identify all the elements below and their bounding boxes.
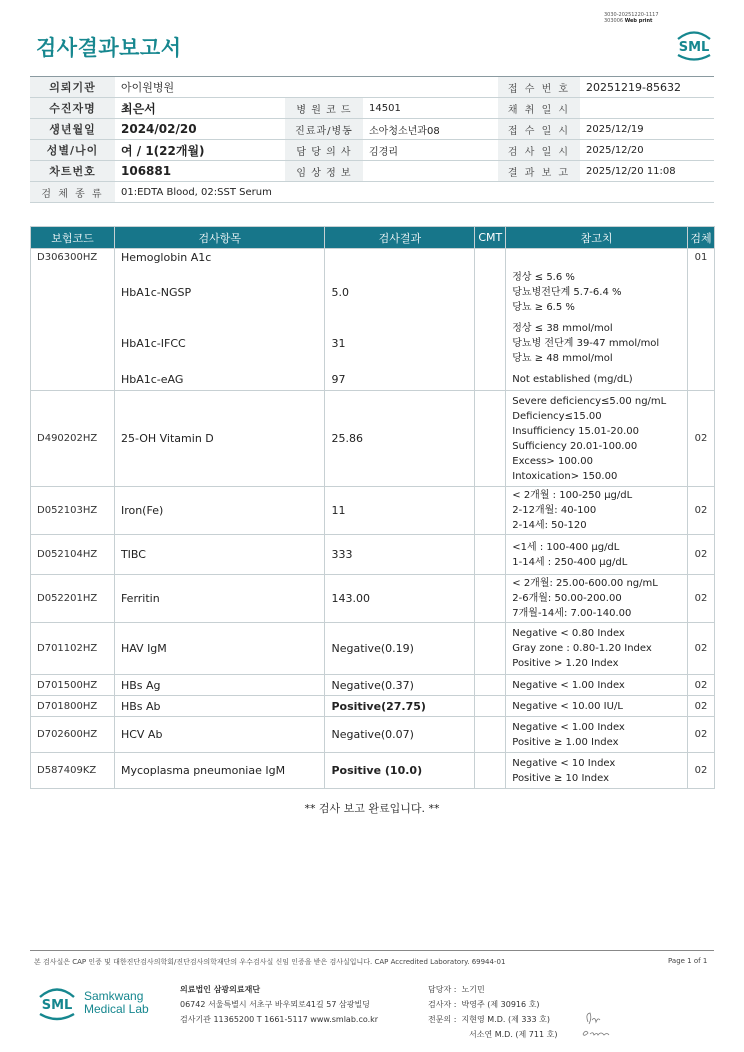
reference-range bbox=[506, 717, 688, 753]
results-table bbox=[30, 226, 715, 789]
reference-line: 당뇨 ≥ 6.5 % bbox=[512, 302, 575, 313]
chart-no-label: 차트번호 bbox=[30, 161, 115, 182]
test-result: 97 bbox=[325, 369, 475, 391]
reference-line: < 2개월 : 100-250 µg/dL bbox=[512, 490, 633, 501]
reference-line: Excess> 100.00 bbox=[512, 455, 593, 467]
table-row bbox=[31, 391, 715, 487]
specimen-code: 02 bbox=[687, 487, 714, 535]
reference-line: Negative < 10.00 IU/L bbox=[512, 700, 623, 712]
department-label: 진료과/병동 bbox=[285, 119, 363, 140]
cmt-cell bbox=[475, 535, 506, 575]
table-row bbox=[31, 696, 715, 717]
reference-line: Severe deficiency≤5.00 ng/mL bbox=[512, 395, 667, 407]
insurance-code: D490202HZ bbox=[31, 391, 115, 487]
insurance-code: D306300HZ bbox=[31, 249, 115, 267]
specimen-code: 02 bbox=[687, 753, 714, 789]
cmt-cell bbox=[475, 623, 506, 675]
info-row-chart bbox=[30, 161, 714, 182]
cmt-cell bbox=[475, 717, 506, 753]
reference-line: 2-12개월: 40-100 bbox=[512, 505, 597, 516]
test-date-label: 검 사 일 시 bbox=[498, 140, 580, 161]
specimen-type-value: 01:EDTA Blood, 02:SST Serum bbox=[115, 182, 714, 203]
cmt-cell bbox=[475, 267, 506, 319]
page-title: 검사결과보고서 bbox=[36, 36, 182, 60]
reference-line: Gray zone : 0.80-1.20 Index bbox=[512, 643, 652, 654]
accreditation-note: 본 검사실은 CAP 인증 및 대한진단검사의학회/진단검사의학재단의 우수검사실 신임 인증을 받은 검사실입니다. CAP Accredited Laboratory. 69944-01 bbox=[34, 958, 506, 966]
empty-cell bbox=[687, 267, 714, 319]
staff-role: 검사자 : bbox=[428, 1000, 457, 1009]
accession-no-label: 접 수 번 호 bbox=[498, 77, 580, 98]
svg-text:SML: SML bbox=[678, 40, 710, 55]
clinical-info-label: 임 상 정 보 bbox=[285, 161, 363, 182]
page-number: Page 1 of 1 bbox=[668, 957, 708, 965]
samkwang-logo-icon bbox=[36, 982, 78, 1022]
insurance-code: D701102HZ bbox=[31, 623, 115, 675]
cmt-cell bbox=[475, 249, 506, 267]
reference-line: Positive ≥ 1.00 Index bbox=[512, 736, 619, 748]
reference-line: 당뇨 ≥ 48 mmol/mol bbox=[512, 353, 613, 364]
test-item: Hemoglobin A1c bbox=[114, 249, 325, 267]
reference-line: <1세 : 100-400 µg/dL bbox=[512, 541, 620, 553]
clinical-info-value bbox=[363, 161, 498, 182]
insurance-code: D587409KZ bbox=[31, 753, 115, 789]
footer-divider bbox=[30, 950, 714, 951]
specimen-type-label: 검 체 종 류 bbox=[30, 182, 115, 203]
staff-row bbox=[428, 1027, 557, 1042]
reference-line: Positive > 1.20 Index bbox=[512, 658, 619, 669]
cmt-cell bbox=[475, 369, 506, 391]
reference-range bbox=[506, 675, 688, 696]
patient-info-table bbox=[30, 76, 714, 203]
brand-name bbox=[84, 990, 149, 1016]
info-row-patient bbox=[30, 98, 714, 119]
col-header-specimen: 검체 bbox=[687, 227, 714, 249]
test-result-positive: Positive (10.0) bbox=[325, 753, 475, 789]
reference-line: Negative < 0.80 Index bbox=[512, 628, 625, 639]
specimen-code: 02 bbox=[687, 675, 714, 696]
reference-line: Insufficiency 15.01-20.00 bbox=[512, 425, 639, 437]
department-value: 소아청소년과08 bbox=[363, 119, 498, 140]
info-row-institution bbox=[30, 77, 714, 98]
test-result: Negative(0.19) bbox=[325, 623, 475, 675]
patient-name-label: 수진자명 bbox=[30, 98, 115, 119]
patient-name-value: 최은서 bbox=[115, 98, 285, 119]
test-result: 333 bbox=[325, 535, 475, 575]
reference-range bbox=[506, 623, 688, 675]
reference-line: < 2개월: 25.00-600.00 ng/mL bbox=[512, 578, 658, 589]
reference-line: 2-6개월: 50.00-200.00 bbox=[512, 593, 622, 604]
test-result bbox=[325, 249, 475, 267]
institution-label: 의뢰기관 bbox=[30, 77, 115, 98]
chart-no-value: 106881 bbox=[115, 161, 285, 182]
reference-range bbox=[506, 369, 688, 391]
received-date-value: 2025/12/19 bbox=[580, 119, 714, 140]
test-item: HBs Ab bbox=[114, 696, 325, 717]
reference-line: 당뇨병 전단계 39-47 mmol/mol bbox=[512, 338, 660, 349]
cmt-cell bbox=[475, 487, 506, 535]
table-subrow bbox=[31, 267, 715, 319]
empty-cell bbox=[31, 369, 115, 391]
insurance-code: D052201HZ bbox=[31, 575, 115, 623]
reference-line: Positive ≥ 10 Index bbox=[512, 772, 609, 784]
sex-age-value: 여 / 1(22개월) bbox=[115, 140, 285, 161]
insurance-code: D702600HZ bbox=[31, 717, 115, 753]
doctor-value: 김경리 bbox=[363, 140, 498, 161]
organization-info bbox=[180, 982, 378, 1027]
received-date-label: 접 수 일 시 bbox=[498, 119, 580, 140]
test-item: Ferritin bbox=[114, 575, 325, 623]
insurance-code: D701800HZ bbox=[31, 696, 115, 717]
report-date-label: 결 과 보 고 bbox=[498, 161, 580, 182]
table-row bbox=[31, 675, 715, 696]
specimen-code: 02 bbox=[687, 575, 714, 623]
staff-role: 전문의 : bbox=[428, 1015, 457, 1024]
test-date-value: 2025/12/20 bbox=[580, 140, 714, 161]
reference-line: 7개월-14세: 7.00-140.00 bbox=[512, 608, 632, 619]
test-subitem: HbA1c-IFCC bbox=[114, 319, 325, 369]
test-result: Negative(0.07) bbox=[325, 717, 475, 753]
svg-text:SML: SML bbox=[41, 998, 73, 1013]
reference-range bbox=[506, 753, 688, 789]
staff-role: 담당자 : bbox=[428, 985, 457, 994]
collection-date-label: 채 취 일 시 bbox=[498, 98, 580, 119]
test-result: Negative(0.37) bbox=[325, 675, 475, 696]
reference-line: Intoxication> 150.00 bbox=[512, 470, 618, 482]
brand-line2: Medical Lab bbox=[84, 1002, 149, 1016]
reference-line: Deficiency≤15.00 bbox=[512, 410, 602, 422]
test-item: HCV Ab bbox=[114, 717, 325, 753]
specimen-code: 02 bbox=[687, 535, 714, 575]
empty-cell bbox=[687, 319, 714, 369]
test-result-positive: Positive(27.75) bbox=[325, 696, 475, 717]
info-row-birth bbox=[30, 119, 714, 140]
staff-name: 서소연 M.D. (제 711 호) bbox=[469, 1030, 558, 1039]
reference-range bbox=[506, 696, 688, 717]
table-row bbox=[31, 753, 715, 789]
info-row-sex-age bbox=[30, 140, 714, 161]
reference-line: Negative < 10 Index bbox=[512, 757, 616, 769]
col-header-code: 보험코드 bbox=[31, 227, 115, 249]
accession-no-value: 20251219-85632 bbox=[580, 77, 714, 98]
institution-value: 아이원병원 bbox=[115, 77, 498, 98]
reference-line: 정상 ≤ 38 mmol/mol bbox=[512, 323, 613, 334]
reference-range bbox=[506, 575, 688, 623]
cmt-cell bbox=[475, 753, 506, 789]
hospital-code-value: 14501 bbox=[363, 98, 498, 119]
collection-date-value bbox=[580, 98, 714, 119]
reference-range bbox=[506, 535, 688, 575]
brand-line1: Samkwang bbox=[84, 989, 144, 1003]
reference-range bbox=[506, 487, 688, 535]
org-contact: 검사기관 11365200 T 1661-5117 www.smlab.co.kr bbox=[180, 1015, 379, 1024]
birth-date-value: 2024/02/20 bbox=[115, 119, 285, 140]
info-row-specimen bbox=[30, 182, 714, 203]
staff-name: 노기민 bbox=[461, 985, 485, 994]
test-item: TIBC bbox=[114, 535, 325, 575]
table-subrow bbox=[31, 369, 715, 391]
reference-line: 정상 ≤ 5.6 % bbox=[512, 272, 575, 283]
specimen-code: 02 bbox=[687, 623, 714, 675]
col-header-ref: 참고치 bbox=[506, 227, 688, 249]
report-complete-text: ** 검사 보고 완료입니다. ** bbox=[304, 802, 440, 815]
table-row bbox=[31, 487, 715, 535]
staff-name: 박영주 (제 30916 호) bbox=[461, 1000, 540, 1009]
reference-range bbox=[506, 319, 688, 369]
reference-line: Negative < 1.00 Index bbox=[512, 679, 625, 691]
test-subitem: HbA1c-eAG bbox=[114, 369, 325, 391]
test-item: HBs Ag bbox=[114, 675, 325, 696]
staff-name: 지현영 M.D. (제 333 호) bbox=[461, 1015, 551, 1024]
test-item: 25-OH Vitamin D bbox=[114, 391, 325, 487]
empty-cell bbox=[31, 267, 115, 319]
report-date-value: 2025/12/20 11:08 bbox=[580, 161, 714, 182]
print-id-line2: 303006 bbox=[604, 18, 624, 24]
reference-line: Negative < 1.00 Index bbox=[512, 721, 625, 733]
table-row bbox=[31, 717, 715, 753]
test-result: 11 bbox=[325, 487, 475, 535]
org-address: 06742 서울특별시 서초구 바우뫼로41길 57 삼광빌딩 bbox=[180, 1000, 370, 1009]
insurance-code: D052103HZ bbox=[31, 487, 115, 535]
birth-date-label: 생년월일 bbox=[30, 119, 115, 140]
table-subrow bbox=[31, 319, 715, 369]
print-id-line1: 3030-20251220-1117 bbox=[604, 12, 659, 18]
insurance-code: D701500HZ bbox=[31, 675, 115, 696]
test-subitem: HbA1c-NGSP bbox=[114, 267, 325, 319]
staff-row bbox=[428, 997, 557, 1012]
test-item: HAV IgM bbox=[114, 623, 325, 675]
print-id bbox=[604, 12, 659, 24]
test-result: 31 bbox=[325, 319, 475, 369]
reference-line: Sufficiency 20.01-100.00 bbox=[512, 440, 638, 452]
cmt-cell bbox=[475, 575, 506, 623]
cmt-cell bbox=[475, 696, 506, 717]
col-header-cmt: CMT bbox=[475, 227, 506, 249]
specimen-code: 01 bbox=[687, 249, 714, 267]
staff-row bbox=[428, 1012, 557, 1027]
reference-line: 당뇨병전단계 5.7-6.4 % bbox=[512, 287, 622, 298]
reference-range bbox=[506, 249, 688, 267]
table-row bbox=[31, 249, 715, 267]
cmt-cell bbox=[475, 391, 506, 487]
reference-line: Not established (mg/dL) bbox=[512, 373, 633, 385]
doctor-label: 담 당 의 사 bbox=[285, 140, 363, 161]
hospital-code-label: 병 원 코 드 bbox=[285, 98, 363, 119]
staff-list bbox=[428, 982, 557, 1042]
empty-cell bbox=[687, 369, 714, 391]
test-result: 25.86 bbox=[325, 391, 475, 487]
col-header-result: 검사결과 bbox=[325, 227, 475, 249]
org-name: 의료법인 삼광의료재단 bbox=[180, 985, 261, 994]
cmt-cell bbox=[475, 319, 506, 369]
test-item: Iron(Fe) bbox=[114, 487, 325, 535]
test-result: 5.0 bbox=[325, 267, 475, 319]
specimen-code: 02 bbox=[687, 696, 714, 717]
table-row bbox=[31, 623, 715, 675]
signature-icon bbox=[580, 1010, 612, 1040]
specimen-code: 02 bbox=[687, 391, 714, 487]
specimen-code: 02 bbox=[687, 717, 714, 753]
empty-cell bbox=[31, 319, 115, 369]
reference-line: 2-14세: 50-120 bbox=[512, 520, 587, 531]
reference-range bbox=[506, 391, 688, 487]
table-row bbox=[31, 535, 715, 575]
cmt-cell bbox=[475, 675, 506, 696]
sex-age-label: 성별/나이 bbox=[30, 140, 115, 161]
table-row bbox=[31, 575, 715, 623]
results-header-row bbox=[31, 227, 715, 249]
web-print-tag: Web print bbox=[624, 18, 653, 24]
col-header-item: 검사항목 bbox=[114, 227, 325, 249]
reference-range bbox=[506, 267, 688, 319]
reference-line: 1-14세 : 250-400 µg/dL bbox=[512, 556, 628, 568]
sml-logo-icon bbox=[674, 26, 714, 62]
staff-row bbox=[428, 982, 557, 997]
insurance-code: D052104HZ bbox=[31, 535, 115, 575]
test-item: Mycoplasma pneumoniae IgM bbox=[114, 753, 325, 789]
test-result: 143.00 bbox=[325, 575, 475, 623]
